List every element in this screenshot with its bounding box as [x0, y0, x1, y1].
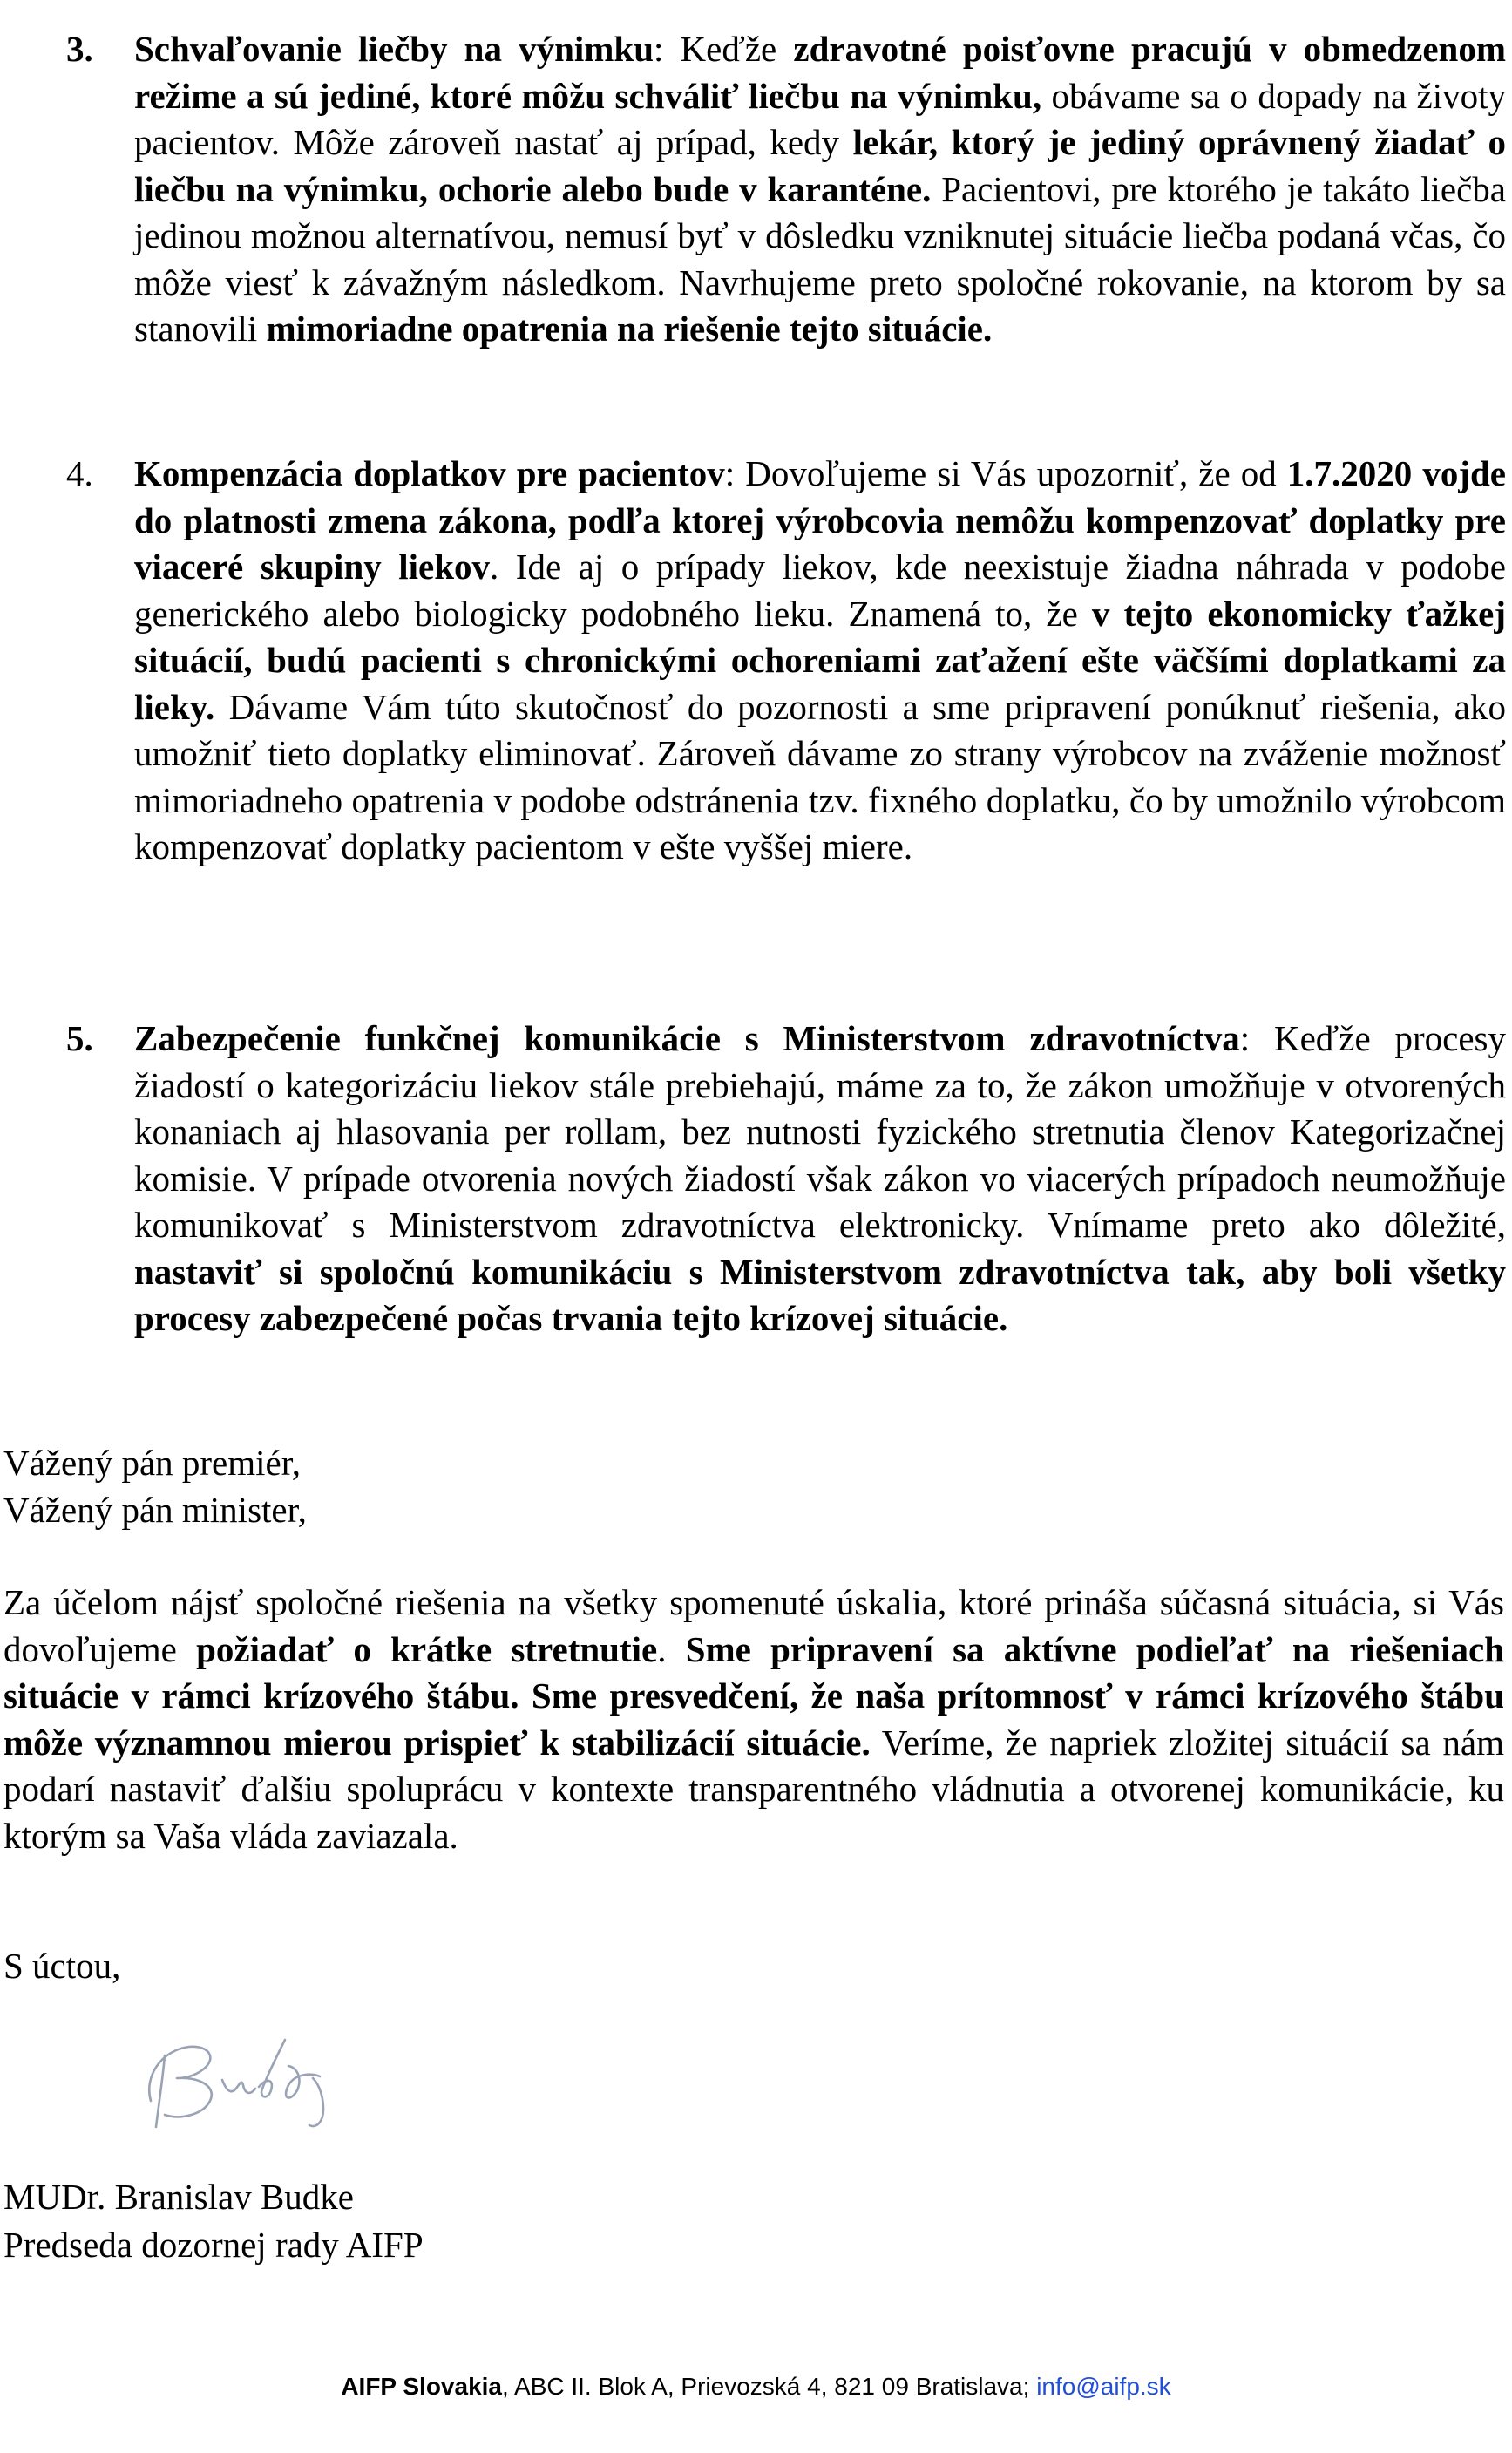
item-title: Zabezpečenie funkčnej komunikácie s Ministerstvom zdravotníctva — [134, 1018, 1240, 1058]
footer-email-link[interactable]: info@aifp.sk — [1036, 2373, 1171, 2400]
footer-org: AIFP Slovakia — [341, 2373, 502, 2400]
item-text: Schvaľovanie liečby na výnimku: Keďže zdravotné poisťovne pracujú v obmedzenom režime a sú jediné, ktoré môžu schváliť liečbu na výnimku, obávame sa o dopady na životy pacientov. Môže zároveň nastať aj prípad, kedy lekár, ktorý je jediný oprávnený žiadať o liečbu na výnimku, ochorie alebo bude v karanténe. Pacientovi, pre ktorého je takáto liečba jedinou možnou alternatívou, nemusí byť v dôsledku vzniknutej situácie liečba podaná včas, čo môže viesť k závažným následkom. Navrhujeme preto spoločné rokovanie, na ktorom by sa stanovili mimoriadne opatrenia na riešenie tejto situácie. — [134, 29, 1506, 349]
item-number: 4. — [66, 453, 93, 493]
signatory-name: MUDr. Branislav Budke — [3, 2177, 354, 2217]
regards: S úctou, — [3, 1946, 121, 1986]
footer-address: , ABC II. Blok A, Prievozská 4, 821 09 Bratislava; — [502, 2373, 1037, 2400]
salutation-line-1: Vážený pán premiér, — [3, 1443, 301, 1483]
salutation-line-2: Vážený pán minister, — [3, 1490, 307, 1530]
item-title: Schvaľovanie liečby na výnimku — [134, 29, 654, 69]
closing-paragraph: Za účelom nájsť spoločné riešenia na všetky spomenuté úskalia, ktoré prináša súčasná situácia, si Vás dovoľujeme požiadať o krátke stretnutie. Sme pripravení sa aktívne podieľať na riešeniach situácie v rámci krízového štábu. Sme presvedčení, že naša prítomnosť v rámci krízového štábu môže významnou mierou prispieť k stabilizácií situácie. Veríme, že napriek zložitej situácií sa nám podarí nastaviť ďalšiu spoluprácu v kontexte transparentného vládnutia a otvorenej komunikácie, ku ktorým sa Vaša vláda zaviazala. — [3, 1582, 1505, 1856]
signature-image — [126, 2024, 379, 2137]
item-number: 5. — [66, 1018, 93, 1058]
item-text: Kompenzácia doplatkov pre pacientov: Dovoľujeme si Vás upozorniť, že od 1.7.2020 vojde do platnosti zmena zákona, podľa ktorej výrobcovia nemôžu kompenzovať doplatky pre viaceré skupiny liekov. Ide aj o prípady liekov, kde neexistuje žiadna náhrada v podobe generického alebo biologicky podobného lieku. Znamená to, že v tejto ekonomicky ťažkej situácií, budú pacienti s chronickými ochoreniami zaťažení ešte väčšími doplatkami za lieky. Dávame Vám túto skutočnosť do pozornosti a sme pripravení ponúknuť riešenia, ako umožniť tieto doplatky eliminovať. Zároveň dávame zo strany výrobcov na zváženie možnosť mimoriadneho opatrenia v podobe odstránenia tzv. fixného doplatku, čo by umožnilo výrobcom kompenzovať doplatky pacientom v ešte vyššej miere. — [134, 453, 1506, 866]
item-title: Kompenzácia doplatkov pre pacientov — [134, 453, 725, 493]
item-text: Zabezpečenie funkčnej komunikácie s Ministerstvom zdravotníctva: Keďže procesy žiadostí o kategorizáciu liekov stále prebiehajú, máme za to, že zákon umožňuje v otvorených konaniach aj hlasovania per rollam, bez nutnosti fyzického stretnutia členov Kategorizačnej komisie. V prípade otvorenia nových žiadostí však zákon vo viacerých prípadoch neumožňuje komunikovať s Ministerstvom zdravotníctva elektronicky. Vnímame preto ako dôležité, nastaviť si spoločnú komunikáciu s Ministerstvom zdravotníctva tak, aby boli všetky procesy zabezpečené počas trvania tejto krízovej situácie. — [134, 1018, 1506, 1338]
signatory-role: Predseda dozornej rady AIFP — [3, 2225, 424, 2265]
item-number: 3. — [66, 29, 93, 69]
footer — [0, 2373, 1512, 2401]
